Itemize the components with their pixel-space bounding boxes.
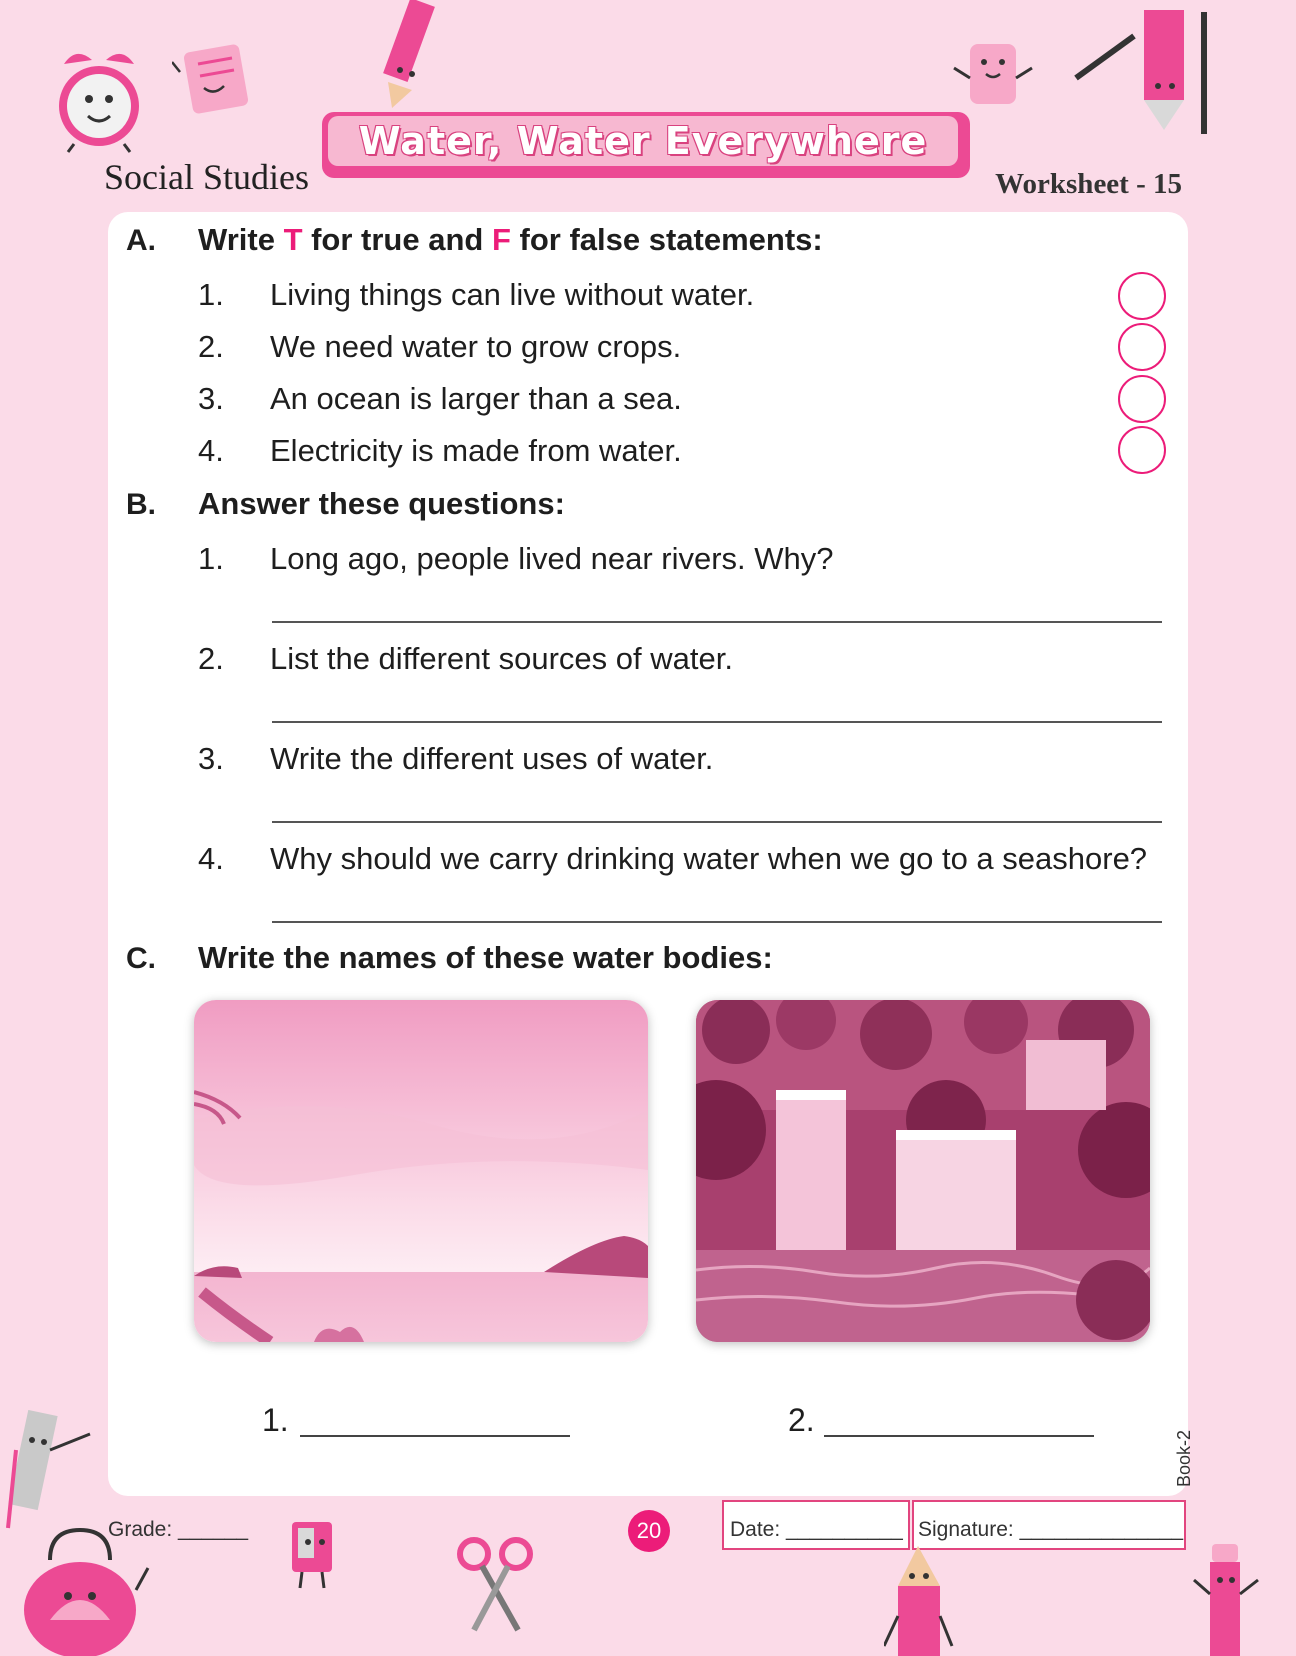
subject-label: Social Studies [104, 157, 309, 197]
alarm-clock-icon [54, 44, 144, 154]
date-box[interactable] [722, 1500, 910, 1550]
b-item-4-text: Why should we carry drinking water when we go to a seashore? [270, 841, 1148, 876]
signature-box[interactable] [912, 1500, 1186, 1550]
a-item-4-text: Electricity is made from water. [270, 433, 682, 468]
b-item-4-number: 4. [198, 841, 224, 876]
section-c-letter: C. [126, 942, 156, 975]
answer-line-4[interactable] [272, 921, 1162, 923]
section-a-letter: A. [126, 224, 156, 257]
section-b-title: Answer these questions: [198, 486, 565, 521]
eraser-character-icon [948, 38, 1038, 118]
section-a-title: Write T for true and F for false statements: [198, 222, 823, 257]
a-item-4-number: 4. [198, 433, 224, 468]
b-item-2-number: 2. [198, 641, 224, 676]
notepad-icon [172, 42, 262, 122]
page-number: 20 [628, 1510, 670, 1552]
answer-circle-3[interactable] [1118, 375, 1166, 423]
b-item-1-number: 1. [198, 541, 224, 576]
date-field[interactable]: Date: __________ [730, 1518, 903, 1541]
waterfall-photo [696, 1000, 1150, 1342]
a-item-1-number: 1. [198, 277, 224, 312]
scissors-icon [456, 1534, 536, 1634]
b-item-3-text: Write the different uses of water. [270, 741, 714, 776]
sea-beach-photo [194, 1000, 648, 1342]
a-item-3-number: 3. [198, 381, 224, 416]
answer-circle-4[interactable] [1118, 426, 1166, 474]
answer-circle-1[interactable] [1118, 272, 1166, 320]
c-answer-2-number: 2. [788, 1402, 815, 1438]
b-item-2-text: List the different sources of water. [270, 641, 733, 676]
a-item-2-text: We need water to grow crops. [270, 329, 682, 364]
answer-line-1[interactable] [272, 621, 1162, 623]
pencil-ruler-icon [1072, 6, 1212, 136]
answer-line-3[interactable] [272, 821, 1162, 823]
book-label: Book-2 [1174, 1430, 1194, 1488]
b-item-1-text: Long ago, people lived near rivers. Why? [270, 541, 834, 576]
answer-line-2[interactable] [272, 721, 1162, 723]
false-letter: F [491, 222, 511, 257]
backpack-character-icon [20, 1520, 150, 1656]
c-answer-1-number: 1. [262, 1402, 289, 1438]
true-letter: T [283, 222, 303, 257]
worksheet-title: Water, Water Everywhere [358, 119, 928, 163]
pen-character-icon [1192, 1544, 1262, 1656]
a-item-1-text: Living things can live without water. [270, 277, 755, 312]
section-c-title: Write the names of these water bodies: [198, 940, 773, 975]
c-answer-line-1[interactable] [300, 1435, 570, 1437]
title-banner [322, 112, 970, 178]
a-item-3-text: An ocean is larger than a sea. [270, 381, 682, 416]
c-answer-line-2[interactable] [824, 1435, 1094, 1437]
section-b-letter: B. [126, 488, 156, 521]
pencil-character-icon-bottom [884, 1546, 954, 1656]
signature-field[interactable]: Signature: ______________ [918, 1518, 1184, 1541]
a-item-2-number: 2. [198, 329, 224, 364]
worksheet-number: Worksheet - 15 [995, 168, 1182, 200]
grade-field[interactable]: Grade: ______ [108, 1518, 249, 1541]
sharpener-character-icon [282, 1518, 348, 1592]
ruler-character-icon [6, 1410, 96, 1530]
b-item-3-number: 3. [198, 741, 224, 776]
pencil-character-icon [378, 0, 438, 112]
answer-circle-2[interactable] [1118, 323, 1166, 371]
